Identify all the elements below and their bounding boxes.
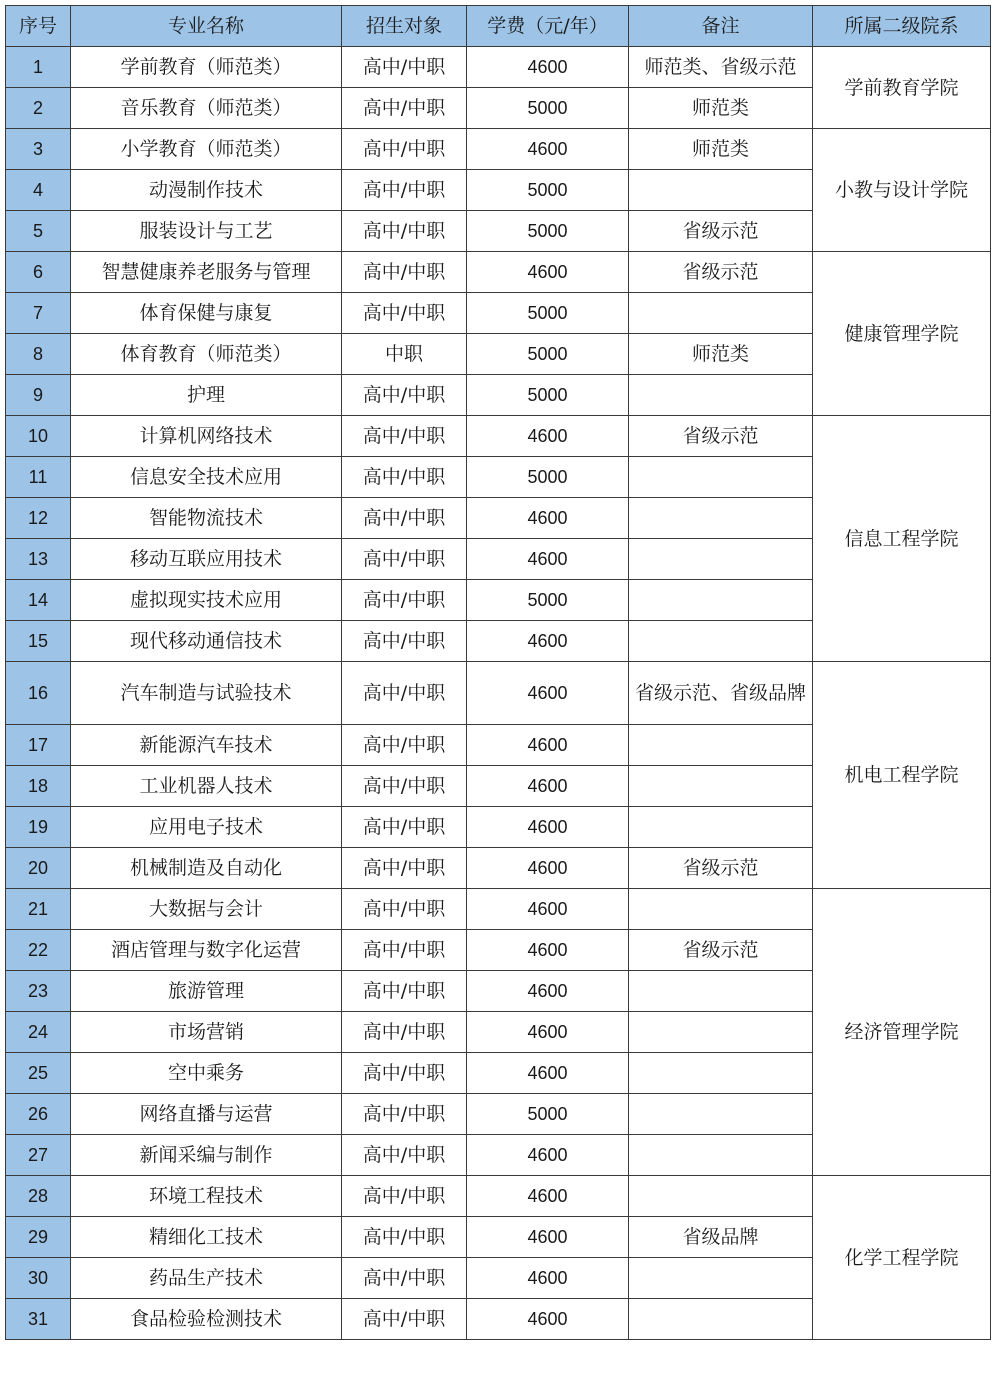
target-cell: 高中/中职: [342, 1094, 467, 1135]
fee-cell: 4600: [467, 725, 629, 766]
note-cell: 师范类、省级示范: [629, 47, 813, 88]
department-cell: 信息工程学院: [813, 416, 991, 662]
fee-cell: 4600: [467, 889, 629, 930]
row-number: 10: [6, 416, 71, 457]
target-cell: 高中/中职: [342, 766, 467, 807]
table-row: [6, 129, 991, 170]
target-cell: 高中/中职: [342, 252, 467, 293]
fee-cell: 4600: [467, 807, 629, 848]
row-number: 20: [6, 848, 71, 889]
target-cell: 高中/中职: [342, 293, 467, 334]
row-number: 17: [6, 725, 71, 766]
note-cell: 师范类: [629, 129, 813, 170]
row-number: 5: [6, 211, 71, 252]
fee-cell: 4600: [467, 129, 629, 170]
department-cell: 学前教育学院: [813, 47, 991, 129]
fee-cell: 4600: [467, 621, 629, 662]
fee-cell: 4600: [467, 848, 629, 889]
header-target: 招生对象: [342, 6, 467, 47]
note-cell: [629, 1012, 813, 1053]
row-number: 2: [6, 88, 71, 129]
major-name-cell: 食品检验检测技术: [71, 1299, 342, 1340]
major-name-cell: 音乐教育（师范类）: [71, 88, 342, 129]
row-number: 18: [6, 766, 71, 807]
fee-cell: 4600: [467, 766, 629, 807]
note-cell: 省级示范: [629, 416, 813, 457]
department-cell: 化学工程学院: [813, 1176, 991, 1340]
header-no: 序号: [6, 6, 71, 47]
row-number: 6: [6, 252, 71, 293]
fee-cell: 5000: [467, 375, 629, 416]
fee-cell: 4600: [467, 498, 629, 539]
table-row: [6, 889, 991, 930]
header-note: 备注: [629, 6, 813, 47]
note-cell: [629, 889, 813, 930]
row-number: 1: [6, 47, 71, 88]
major-name-cell: 精细化工技术: [71, 1217, 342, 1258]
major-name-cell: 大数据与会计: [71, 889, 342, 930]
note-cell: [629, 1299, 813, 1340]
note-cell: [629, 971, 813, 1012]
fee-cell: 5000: [467, 170, 629, 211]
department-cell: 健康管理学院: [813, 252, 991, 416]
note-cell: [629, 725, 813, 766]
note-cell: [629, 580, 813, 621]
fee-cell: 4600: [467, 1217, 629, 1258]
target-cell: 高中/中职: [342, 1135, 467, 1176]
note-cell: 师范类: [629, 88, 813, 129]
header-fee: 学费（元/年）: [467, 6, 629, 47]
header-major-name: 专业名称: [71, 6, 342, 47]
fee-cell: 4600: [467, 47, 629, 88]
row-number: 26: [6, 1094, 71, 1135]
row-number: 9: [6, 375, 71, 416]
major-name-cell: 信息安全技术应用: [71, 457, 342, 498]
note-cell: [629, 1135, 813, 1176]
row-number: 13: [6, 539, 71, 580]
fee-cell: 4600: [467, 1299, 629, 1340]
target-cell: 高中/中职: [342, 725, 467, 766]
note-cell: [629, 293, 813, 334]
row-number: 14: [6, 580, 71, 621]
fee-cell: 4600: [467, 1258, 629, 1299]
target-cell: 高中/中职: [342, 1012, 467, 1053]
table-row: [6, 47, 991, 88]
row-number: 11: [6, 457, 71, 498]
major-name-cell: 新能源汽车技术: [71, 725, 342, 766]
row-number: 22: [6, 930, 71, 971]
department-cell: 经济管理学院: [813, 889, 991, 1176]
target-cell: 高中/中职: [342, 971, 467, 1012]
target-cell: 高中/中职: [342, 1217, 467, 1258]
fee-cell: 4600: [467, 662, 629, 725]
major-name-cell: 小学教育（师范类）: [71, 129, 342, 170]
major-name-cell: 应用电子技术: [71, 807, 342, 848]
table-row: [6, 252, 991, 293]
note-cell: [629, 1053, 813, 1094]
target-cell: 高中/中职: [342, 930, 467, 971]
note-cell: [629, 807, 813, 848]
major-name-cell: 空中乘务: [71, 1053, 342, 1094]
note-cell: 省级示范、省级品牌: [629, 662, 813, 725]
row-number: 21: [6, 889, 71, 930]
note-cell: 省级品牌: [629, 1217, 813, 1258]
major-name-cell: 移动互联应用技术: [71, 539, 342, 580]
fee-cell: 4600: [467, 252, 629, 293]
row-number: 29: [6, 1217, 71, 1258]
target-cell: 高中/中职: [342, 88, 467, 129]
target-cell: 高中/中职: [342, 375, 467, 416]
note-cell: 师范类: [629, 334, 813, 375]
major-name-cell: 药品生产技术: [71, 1258, 342, 1299]
major-name-cell: 动漫制作技术: [71, 170, 342, 211]
fee-cell: 5000: [467, 1094, 629, 1135]
fee-cell: 5000: [467, 88, 629, 129]
major-name-cell: 服装设计与工艺: [71, 211, 342, 252]
row-number: 8: [6, 334, 71, 375]
target-cell: 高中/中职: [342, 498, 467, 539]
major-name-cell: 体育教育（师范类）: [71, 334, 342, 375]
row-number: 28: [6, 1176, 71, 1217]
row-number: 4: [6, 170, 71, 211]
major-name-cell: 虚拟现实技术应用: [71, 580, 342, 621]
fee-cell: 4600: [467, 416, 629, 457]
target-cell: 高中/中职: [342, 1258, 467, 1299]
note-cell: [629, 1258, 813, 1299]
fee-cell: 4600: [467, 1176, 629, 1217]
major-name-cell: 工业机器人技术: [71, 766, 342, 807]
row-number: 31: [6, 1299, 71, 1340]
fee-cell: 4600: [467, 1053, 629, 1094]
target-cell: 高中/中职: [342, 1053, 467, 1094]
row-number: 15: [6, 621, 71, 662]
note-cell: [629, 170, 813, 211]
target-cell: 高中/中职: [342, 662, 467, 725]
note-cell: 省级示范: [629, 930, 813, 971]
note-cell: 省级示范: [629, 848, 813, 889]
target-cell: 高中/中职: [342, 889, 467, 930]
header-row: [6, 6, 991, 47]
note-cell: [629, 766, 813, 807]
note-cell: [629, 375, 813, 416]
target-cell: 高中/中职: [342, 47, 467, 88]
target-cell: 高中/中职: [342, 211, 467, 252]
row-number: 27: [6, 1135, 71, 1176]
note-cell: 省级示范: [629, 252, 813, 293]
table-row: [6, 1176, 991, 1217]
fee-cell: 5000: [467, 293, 629, 334]
table-row: [6, 416, 991, 457]
major-name-cell: 计算机网络技术: [71, 416, 342, 457]
majors-table: [5, 5, 991, 1340]
target-cell: 高中/中职: [342, 539, 467, 580]
major-name-cell: 市场营销: [71, 1012, 342, 1053]
major-name-cell: 汽车制造与试验技术: [71, 662, 342, 725]
row-number: 24: [6, 1012, 71, 1053]
target-cell: 高中/中职: [342, 170, 467, 211]
department-cell: 小教与设计学院: [813, 129, 991, 252]
row-number: 7: [6, 293, 71, 334]
fee-cell: 5000: [467, 457, 629, 498]
major-name-cell: 智慧健康养老服务与管理: [71, 252, 342, 293]
target-cell: 高中/中职: [342, 416, 467, 457]
fee-cell: 5000: [467, 334, 629, 375]
row-number: 16: [6, 662, 71, 725]
header-department: 所属二级院系: [813, 6, 991, 47]
department-cell: 机电工程学院: [813, 662, 991, 889]
note-cell: [629, 1094, 813, 1135]
major-name-cell: 体育保健与康复: [71, 293, 342, 334]
target-cell: 高中/中职: [342, 1299, 467, 1340]
note-cell: [629, 498, 813, 539]
row-number: 12: [6, 498, 71, 539]
row-number: 25: [6, 1053, 71, 1094]
major-name-cell: 旅游管理: [71, 971, 342, 1012]
row-number: 30: [6, 1258, 71, 1299]
major-name-cell: 学前教育（师范类）: [71, 47, 342, 88]
row-number: 19: [6, 807, 71, 848]
note-cell: [629, 457, 813, 498]
fee-cell: 4600: [467, 1012, 629, 1053]
target-cell: 高中/中职: [342, 848, 467, 889]
row-number: 23: [6, 971, 71, 1012]
fee-cell: 5000: [467, 580, 629, 621]
target-cell: 高中/中职: [342, 580, 467, 621]
note-cell: [629, 621, 813, 662]
major-name-cell: 环境工程技术: [71, 1176, 342, 1217]
target-cell: 高中/中职: [342, 621, 467, 662]
major-name-cell: 新闻采编与制作: [71, 1135, 342, 1176]
major-name-cell: 网络直播与运营: [71, 1094, 342, 1135]
major-name-cell: 酒店管理与数字化运营: [71, 930, 342, 971]
note-cell: 省级示范: [629, 211, 813, 252]
fee-cell: 4600: [467, 971, 629, 1012]
note-cell: [629, 539, 813, 580]
major-name-cell: 机械制造及自动化: [71, 848, 342, 889]
fee-cell: 4600: [467, 539, 629, 580]
fee-cell: 4600: [467, 1135, 629, 1176]
table-body: [6, 47, 991, 1340]
target-cell: 中职: [342, 334, 467, 375]
fee-cell: 5000: [467, 211, 629, 252]
row-number: 3: [6, 129, 71, 170]
major-name-cell: 智能物流技术: [71, 498, 342, 539]
major-name-cell: 现代移动通信技术: [71, 621, 342, 662]
target-cell: 高中/中职: [342, 807, 467, 848]
major-name-cell: 护理: [71, 375, 342, 416]
target-cell: 高中/中职: [342, 457, 467, 498]
table-row: [6, 662, 991, 725]
fee-cell: 4600: [467, 930, 629, 971]
target-cell: 高中/中职: [342, 129, 467, 170]
target-cell: 高中/中职: [342, 1176, 467, 1217]
note-cell: [629, 1176, 813, 1217]
